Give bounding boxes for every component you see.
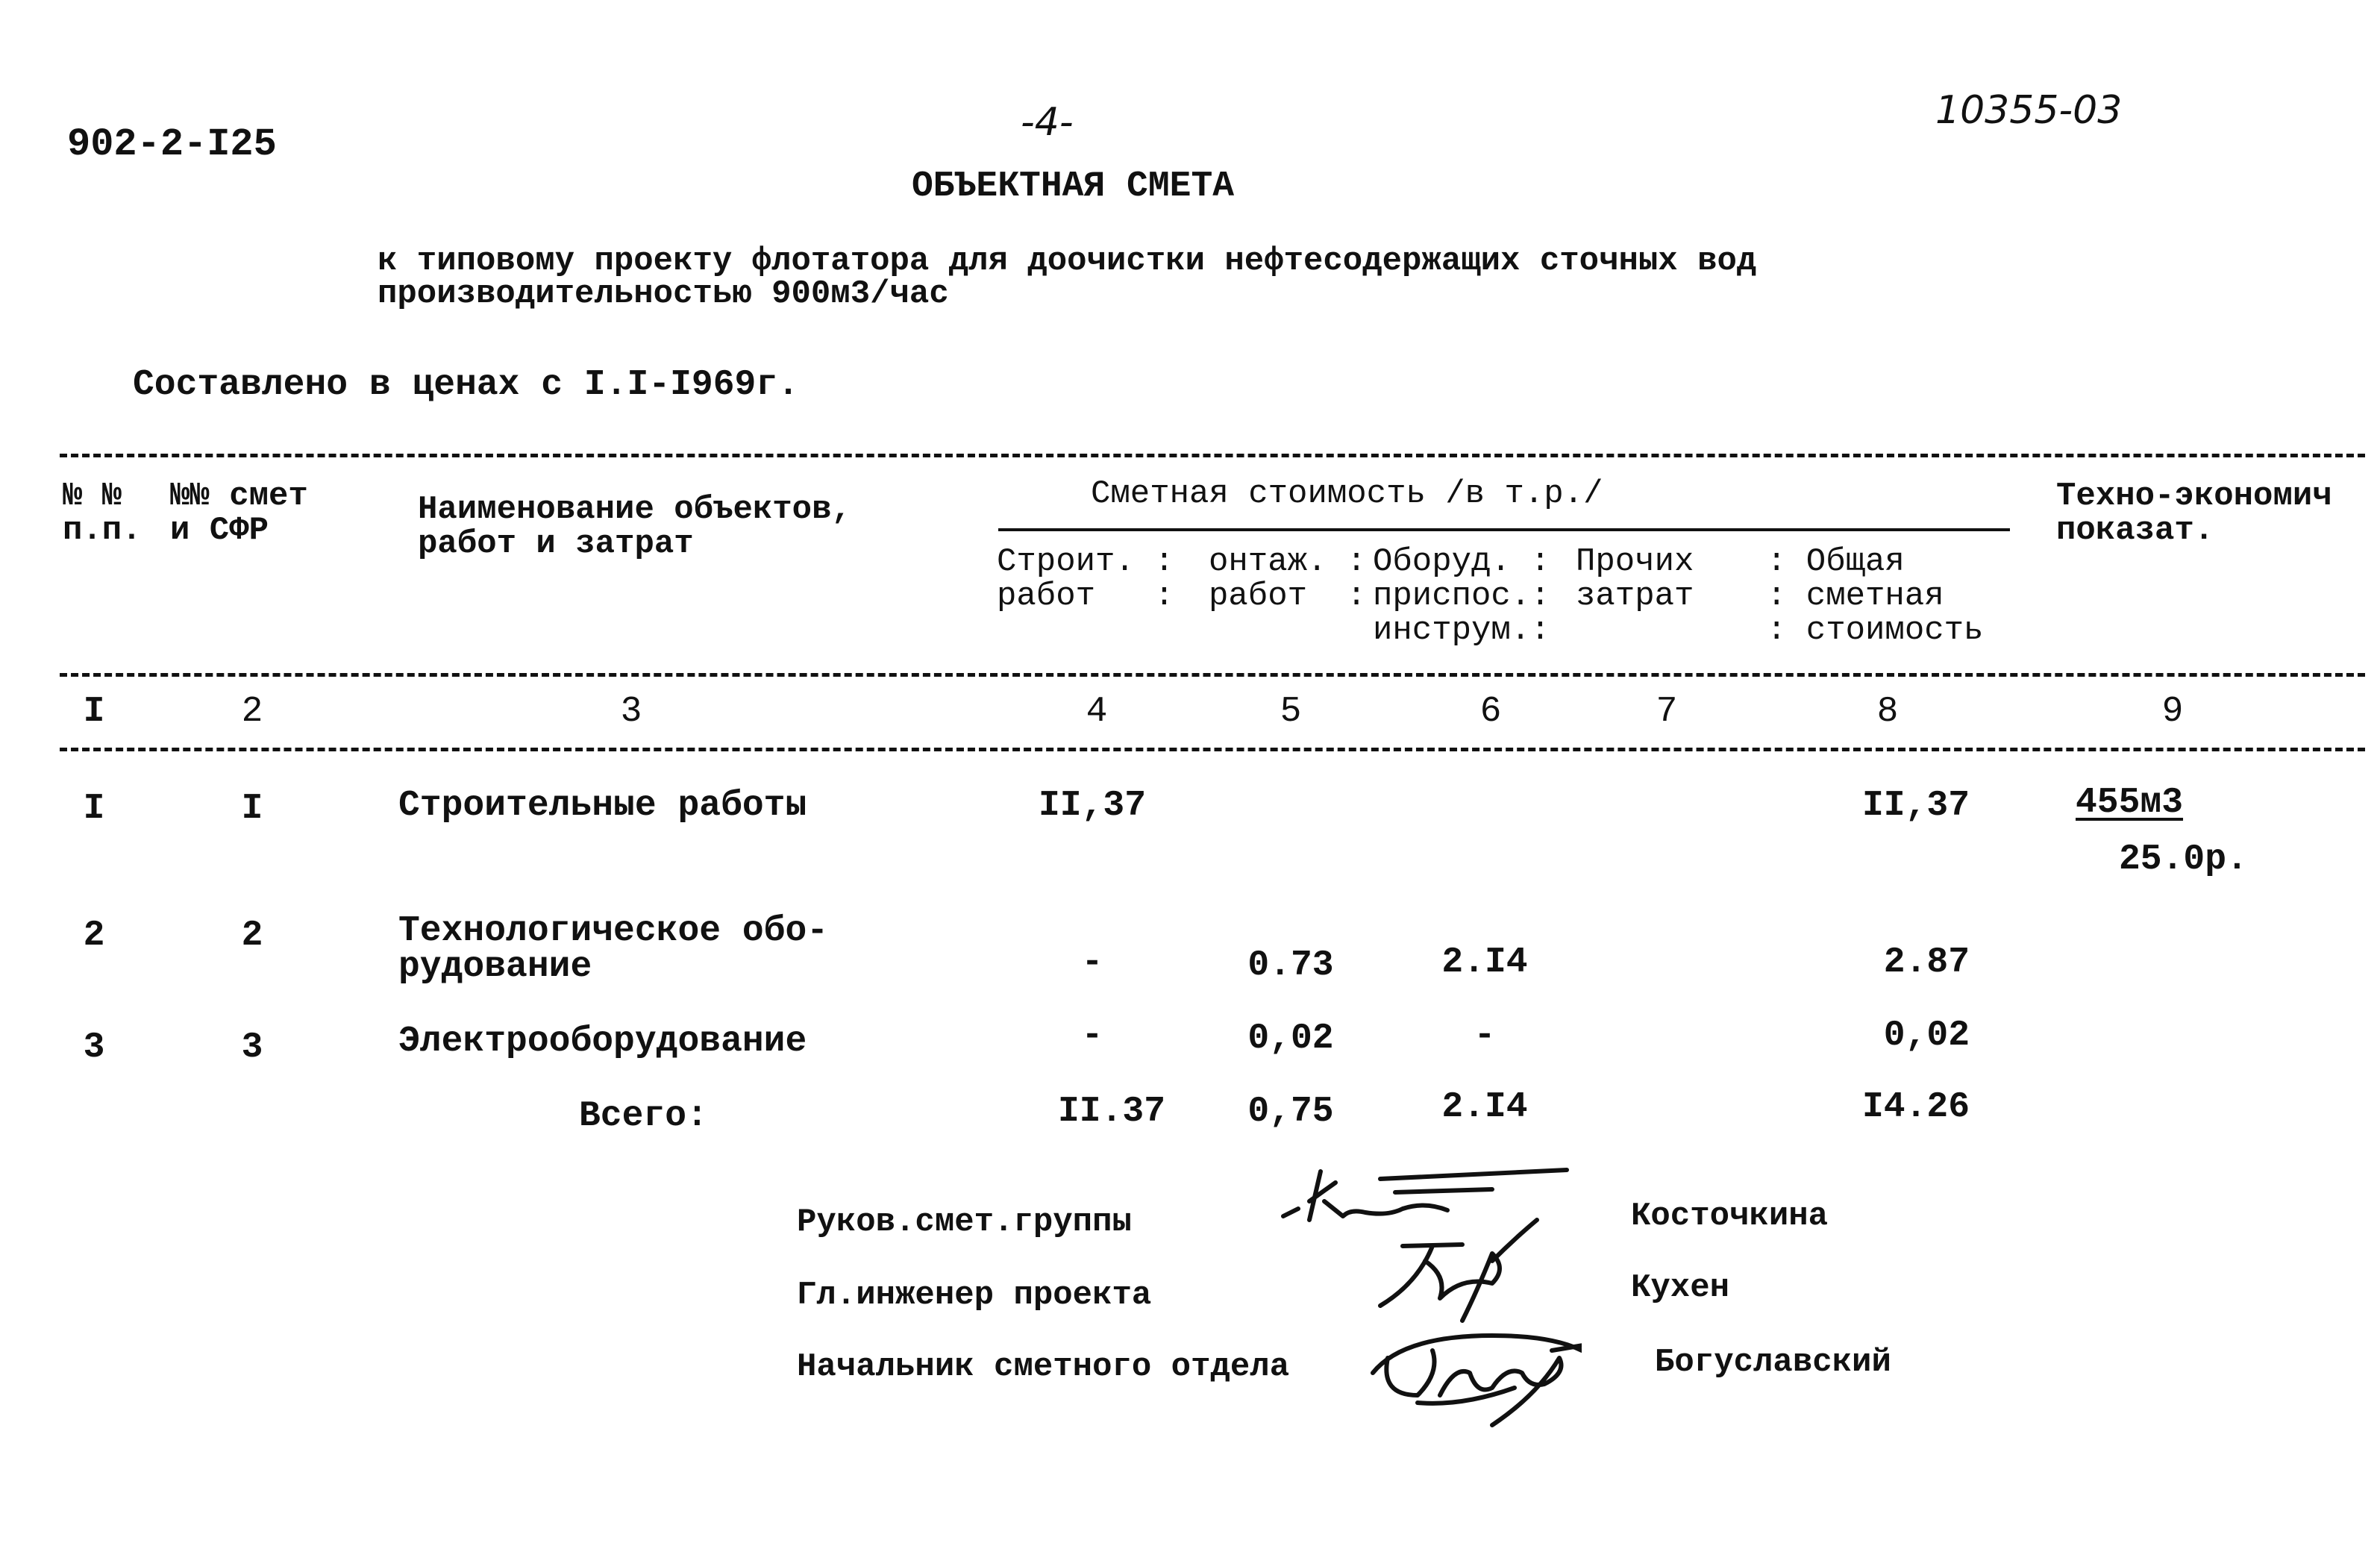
group-underline — [998, 528, 2010, 531]
row-equip: 2.I4 — [1441, 942, 1528, 983]
signature-role: Начальник сметного отдела — [797, 1348, 1290, 1386]
col-head-other: Прочих затрат — [1576, 543, 1694, 616]
col-head-montage: онтаж. : работ : — [1209, 543, 1367, 616]
col-head-build: Строит. : работ : — [997, 543, 1174, 616]
row-montage: 0.73 — [1247, 945, 1334, 986]
signature-role: Гл.инженер проекта — [797, 1277, 1152, 1314]
document-code: 902-2-I25 — [67, 122, 277, 166]
col-number-8: 8 — [1876, 692, 1899, 732]
col-head-tech: Техно-экономич показат. — [2056, 478, 2332, 550]
row-total: 2.87 — [1883, 942, 1970, 983]
total-label: Всего: — [579, 1096, 708, 1136]
total-equip: 2.I4 — [1441, 1087, 1528, 1127]
col-number-6: 6 — [1479, 692, 1502, 732]
total-build: II.37 — [1057, 1092, 1166, 1132]
subtitle-line-1: к типовому проекту флотатора для доочистки нефтесодержащих сточных вод — [378, 242, 1757, 280]
col-head-name: Наименование объектов, работ и затрат — [418, 491, 851, 563]
signature-name: Богуславский — [1655, 1344, 1891, 1381]
col-number-7: 7 — [1656, 692, 1678, 732]
row-tech-bottom: 25.0р. — [2119, 839, 2248, 880]
total-montage: 0,75 — [1247, 1092, 1334, 1132]
row-equip: - — [1474, 1015, 1496, 1056]
archive-number: 10355-03 — [1935, 88, 2123, 133]
prices-note: Составлено в ценах с I.I-I969г. — [133, 365, 799, 405]
col-head-pp: № № п.п. — [63, 478, 142, 550]
col-number-2: 2 — [241, 692, 263, 732]
document-title: ОБЪЕКТНАЯ СМЕТА — [912, 166, 1235, 207]
col-head-total: : Общая : сметная : стоимость — [1767, 543, 1984, 650]
col-number-9: 9 — [2161, 692, 2184, 732]
row-pp: 2 — [83, 916, 105, 956]
row-montage: 0,02 — [1247, 1018, 1334, 1059]
col-number-1: I — [83, 692, 105, 732]
row-build: II,37 — [1038, 786, 1147, 826]
col-number-4: 4 — [1086, 692, 1108, 732]
col-head-group: Сметная стоимость /в т.р./ — [1091, 475, 1603, 513]
row-pp: I — [83, 789, 105, 829]
row-smet: 2 — [241, 916, 263, 956]
row-pp: 3 — [83, 1027, 105, 1068]
row-name: Электрооборудование — [398, 1021, 807, 1062]
subtitle-line-2: производительностью 900м3/час — [378, 275, 949, 313]
header-bottom-rule — [60, 673, 2365, 677]
row-tech-top: 455м3 — [2076, 783, 2184, 823]
col-number-5: 5 — [1280, 692, 1302, 732]
row-total: 0,02 — [1883, 1015, 1970, 1056]
col-head-smet: №№ смет и СФР — [170, 478, 308, 550]
signature-role: Руков.смет.группы — [797, 1204, 1132, 1241]
col-number-3: 3 — [620, 692, 642, 732]
table-top-rule — [60, 454, 2365, 457]
row-name: Строительные работы — [398, 786, 807, 826]
row-name: Технологическое обо- рудование — [398, 911, 829, 987]
row-smet: I — [241, 789, 263, 829]
page-number: -4- — [1021, 100, 1074, 145]
col-head-equip: Оборуд. : приспос.: инструм.: — [1373, 543, 1550, 650]
total-sum: I4.26 — [1861, 1087, 1970, 1127]
row-smet: 3 — [241, 1027, 263, 1068]
row-build: - — [1081, 1015, 1103, 1056]
row-build: - — [1081, 942, 1103, 983]
numbers-bottom-rule — [60, 748, 2365, 751]
signature-name: Кухен — [1631, 1269, 1730, 1306]
signature-name: Косточкина — [1631, 1198, 1829, 1235]
handwritten-signatures-icon — [1268, 1149, 1582, 1462]
row-total: II,37 — [1861, 786, 1970, 826]
